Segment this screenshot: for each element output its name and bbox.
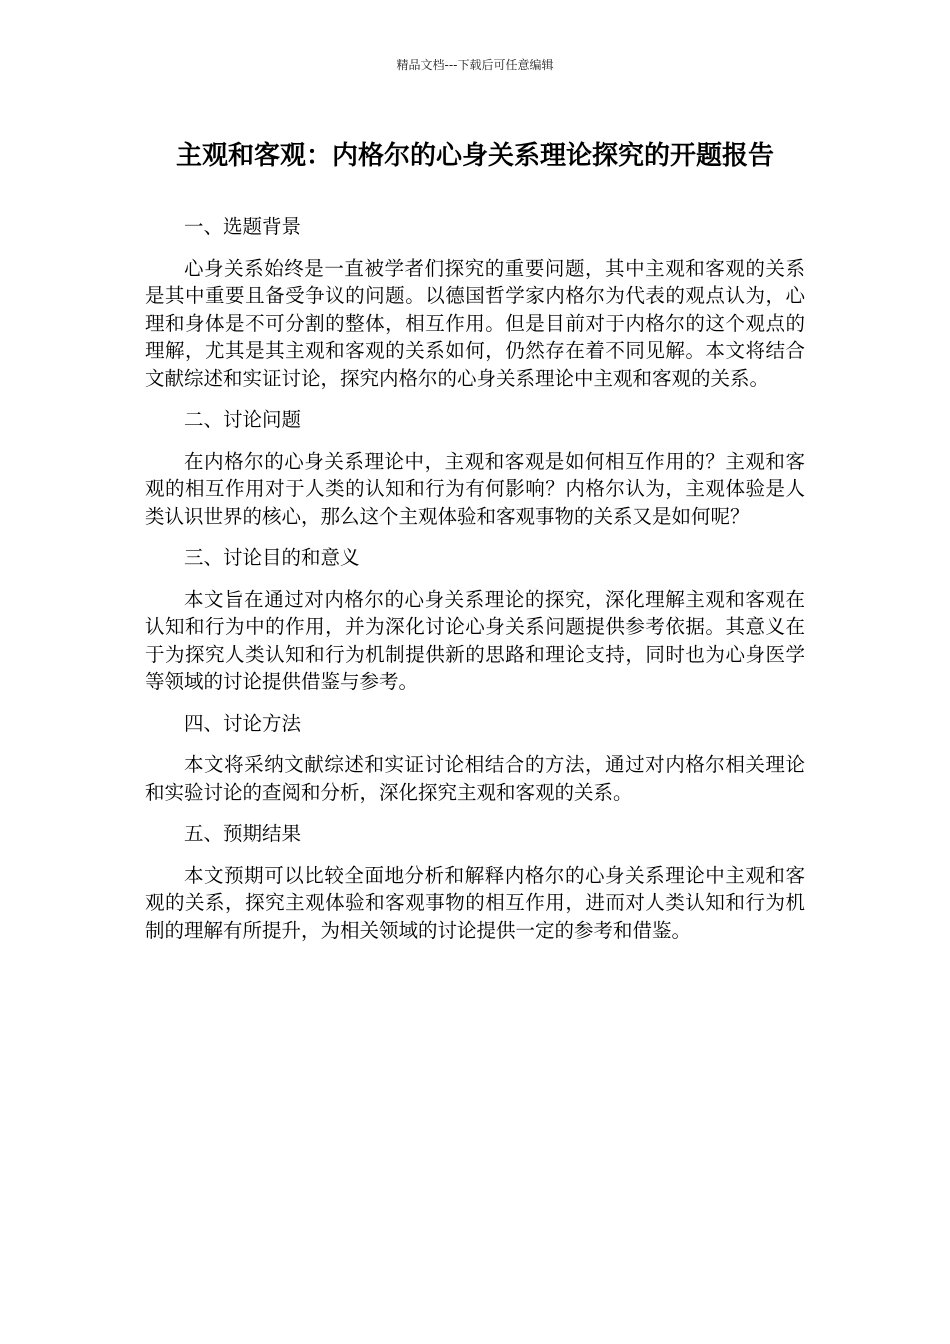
section-purpose xyxy=(145,544,805,696)
section-heading: 二、讨论问题 xyxy=(184,408,302,431)
section-paragraph: 本文预期可以比较全面地分析和解释内格尔的心身关系理论中主观和客观的关系，探究主观体验和客观事物的相互作用，进而对人类认知和行为机制的理解有所提升，为相关领域的讨论提供一定的参考和借鉴。 xyxy=(145,863,805,942)
section-questions xyxy=(145,406,805,530)
section-method xyxy=(145,710,805,807)
section-heading: 一、选题背景 xyxy=(184,215,302,238)
header-note: 精品文档---下载后可任意编辑 xyxy=(396,58,554,72)
section-background xyxy=(145,213,805,392)
section-heading: 四、讨论方法 xyxy=(184,711,302,735)
section-paragraph: 本文旨在通过对内格尔的心身关系理论的探究，深化理解主观和客观在认知和行为中的作用，并为深化讨论心身关系问题提供参考依据。其意义在于为探究人类认知和行为机制提供新的思路和理论支持，同时也为心身医学等领域的讨论提供借鉴与参考。 xyxy=(145,587,805,693)
document-title: 主观和客观：内格尔的心身关系理论探究的开题报告 xyxy=(175,141,774,171)
section-expected-results xyxy=(145,820,805,944)
section-paragraph: 心身关系始终是一直被学者们探究的重要问题，其中主观和客观的关系是其中重要且备受争议的问题。以德国哲学家内格尔为代表的观点认为，心理和身体是不可分割的整体，相互作用。但是目前对于内格尔的这个观点的理解，尤其是其主观和客观的关系如何，仍然存在着不同见解。本文将结合文献综述和实证讨论，探究内格尔的心身关系理论中主观和客观的关系。 xyxy=(145,256,805,390)
section-paragraph: 本文将采纳文献综述和实证讨论相结合的方法，通过对内格尔相关理论和实验讨论的查阅和分析，深化探究主观和客观的关系。 xyxy=(145,753,805,804)
section-paragraph: 在内格尔的心身关系理论中，主观和客观是如何相互作用的？主观和客观的相互作用对于人类的认知和行为有何影响？内格尔认为，主观体验是人类认识世界的核心，那么这个主观体验和客观事物的关系又是如何呢？ xyxy=(145,449,805,528)
document-body xyxy=(145,213,805,958)
section-heading: 三、讨论目的和意义 xyxy=(184,546,360,569)
section-heading: 五、预期结果 xyxy=(184,822,302,845)
